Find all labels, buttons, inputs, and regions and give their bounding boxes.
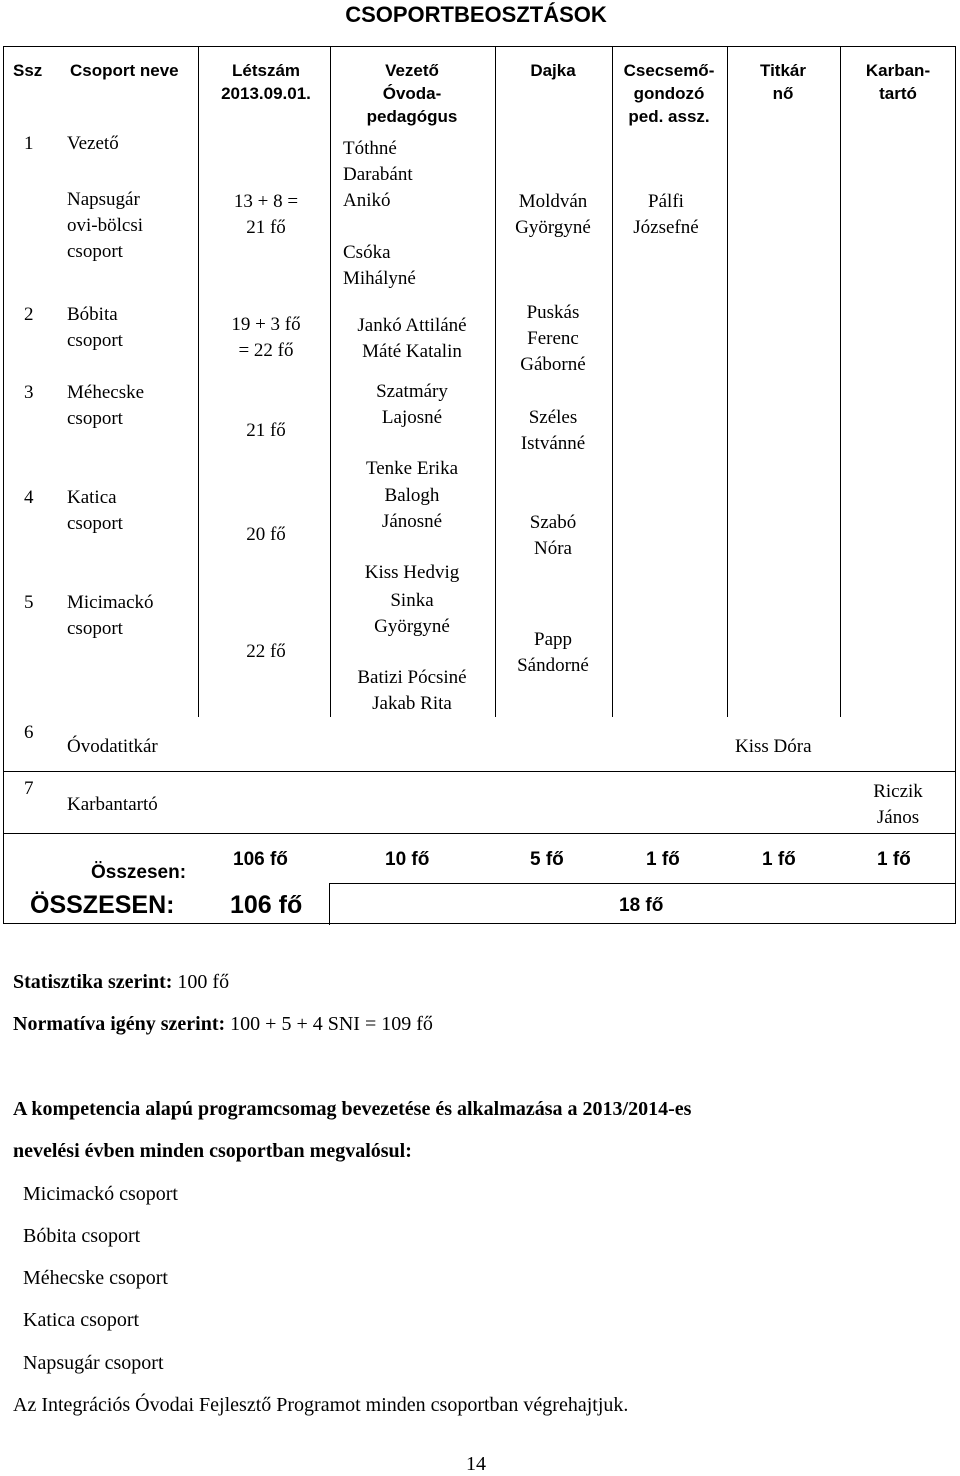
header-karban: Karban- tartó bbox=[865, 61, 931, 103]
row-divider bbox=[4, 771, 955, 772]
program-group-item: Micimackó csoport bbox=[23, 1183, 178, 1205]
grand-total-label: ÖSSZESEN: bbox=[30, 891, 175, 919]
row-7-name: Karbantartó bbox=[67, 794, 158, 815]
col-divider bbox=[495, 47, 496, 717]
row-2-ssz: 2 bbox=[24, 304, 34, 325]
row-5-name: Micimackó csoport bbox=[67, 592, 154, 639]
program-closing: Az Integrációs Óvodai Fejlesztő Programot minden csoportban végrehajtjuk. bbox=[13, 1394, 629, 1416]
row-4-pedagogus: Balogh Jánosné Kiss Hedvig bbox=[364, 485, 460, 583]
totals-letszam: 106 fő bbox=[233, 849, 288, 870]
header-ssz: Ssz bbox=[13, 61, 43, 80]
totals-csecsemo: 1 fő bbox=[646, 849, 680, 870]
row-3-dajka: Széles Istvánné bbox=[520, 407, 586, 454]
col-divider bbox=[840, 47, 841, 717]
col-divider bbox=[198, 47, 199, 717]
row-1-name: Vezető Napsugár ovi-bölcsi csoport bbox=[67, 133, 143, 262]
program-heading-1: A kompetencia alapú programcsomag bevezetése és alkalmazása a 2013/2014-es bbox=[13, 1098, 692, 1120]
row-1-csecsemo: Pálfi Józsefné bbox=[633, 191, 699, 238]
stat-label: Statisztika szerint: bbox=[13, 971, 173, 993]
row-3-name: Méhecske csoport bbox=[67, 382, 145, 429]
row-4-ssz: 4 bbox=[24, 487, 34, 508]
row-1-letszam: 13 + 8 = 21 fő bbox=[233, 191, 299, 238]
row-7-ssz: 7 bbox=[24, 778, 34, 799]
row-3-ssz: 3 bbox=[24, 382, 34, 403]
row-1-ssz: 1 bbox=[24, 133, 34, 154]
row-1-pedagogus: Tóthné Darabánt Anikó Csóka Mihályné bbox=[343, 138, 416, 289]
col-divider bbox=[612, 47, 613, 717]
row-4-letszam: 20 fő bbox=[246, 524, 286, 545]
program-group-item: Napsugár csoport bbox=[23, 1352, 164, 1374]
totals-karban: 1 fő bbox=[877, 849, 911, 870]
norm-value: 100 + 5 + 4 SNI = 109 fő bbox=[230, 1013, 433, 1035]
totals-label: Összesen: bbox=[91, 862, 187, 883]
row-4-name: Katica csoport bbox=[67, 487, 123, 534]
program-group-item: Méhecske csoport bbox=[23, 1267, 168, 1289]
norm-label: Normatíva igény szerint: bbox=[13, 1013, 226, 1035]
col-divider bbox=[727, 47, 728, 717]
row-7-karban: Riczik János bbox=[873, 781, 923, 828]
row-1-dajka: Moldván Györgyné bbox=[515, 191, 591, 238]
row-3-letszam: 21 fő bbox=[246, 420, 286, 441]
row-2-name: Bóbita csoport bbox=[67, 304, 123, 351]
header-titkar: Titkár nő bbox=[760, 61, 806, 103]
row-6-ssz: 6 bbox=[24, 722, 34, 743]
row-5-letszam: 22 fő bbox=[246, 641, 286, 662]
row-6-name: Óvodatitkár bbox=[67, 736, 158, 757]
row-divider bbox=[329, 883, 955, 884]
header-csecsemo: Csecsemő- gondozó ped. assz. bbox=[623, 61, 715, 126]
totals-titkar: 1 fő bbox=[762, 849, 796, 870]
row-6-titkar: Kiss Dóra bbox=[735, 736, 812, 757]
row-divider bbox=[4, 833, 955, 834]
header-letszam: Létszám 2013.09.01. bbox=[221, 61, 311, 103]
program-group-item: Katica csoport bbox=[23, 1309, 140, 1331]
header-dajka: Dajka bbox=[530, 61, 576, 80]
stat-line bbox=[13, 970, 229, 994]
row-5-pedagogus: Sinka Györgyné Batizi Pócsiné Jakab Rita bbox=[357, 590, 467, 714]
totals-dajka: 5 fő bbox=[530, 849, 564, 870]
col-divider bbox=[329, 883, 330, 925]
page-title: CSOPORTBEOSZTÁSOK bbox=[345, 2, 607, 27]
header-csoport-neve: Csoport neve bbox=[70, 61, 179, 80]
norm-line bbox=[13, 1012, 433, 1036]
row-2-dajka: Puskás Ferenc Gáborné bbox=[520, 302, 586, 375]
row-2-pedagogus: Jankó Attiláné Máté Katalin bbox=[357, 315, 467, 362]
header-vezeto: Vezető Óvoda- pedagógus bbox=[366, 61, 458, 126]
row-2-letszam: 19 + 3 fő = 22 fő bbox=[231, 314, 301, 361]
grand-total-letszam: 106 fő bbox=[230, 891, 303, 919]
program-group-item: Bóbita csoport bbox=[23, 1225, 141, 1247]
totals-vezeto: 10 fő bbox=[385, 849, 430, 870]
stat-value: 100 fő bbox=[177, 971, 230, 993]
row-5-dajka: Papp Sándorné bbox=[517, 629, 589, 676]
program-heading-2: nevelési évben minden csoportban megvalósul: bbox=[13, 1140, 412, 1162]
page-number: 14 bbox=[466, 1453, 486, 1475]
row-5-ssz: 5 bbox=[24, 592, 34, 613]
row-3-pedagogus: Szatmáry Lajosné Tenke Erika bbox=[365, 381, 459, 479]
grand-total-staff: 18 fő bbox=[619, 895, 664, 916]
row-4-dajka: Szabó Nóra bbox=[529, 512, 577, 559]
